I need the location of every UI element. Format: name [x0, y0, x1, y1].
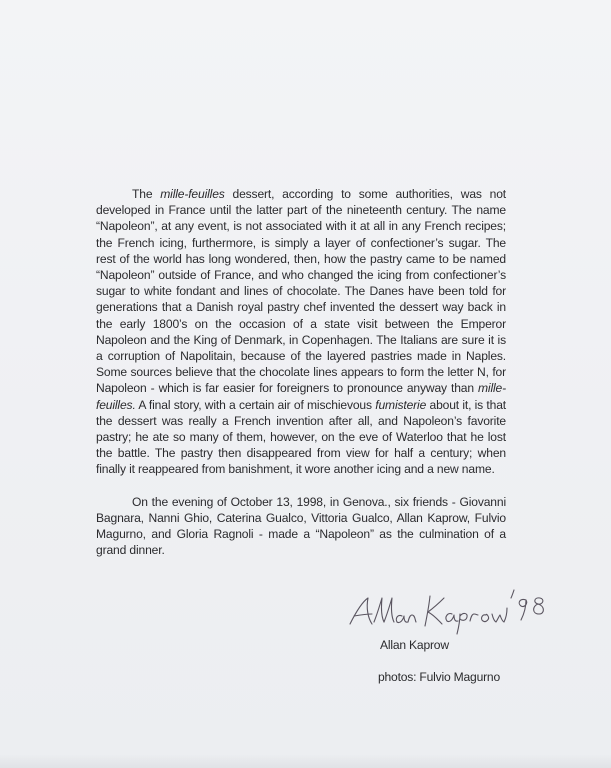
body-text [96, 186, 506, 558]
italic-term: fumisterie [375, 397, 427, 412]
paragraph-history [96, 186, 506, 478]
signature-drawing [344, 584, 564, 636]
text-run: The [132, 187, 161, 201]
text-run: dessert, according to some authorities, was not developed in France until the latter part of the nineteenth century. The name “Napoleon”, at any event, is not associated with it at all in any French recipes; the French icing, furthermore, is simply a layer of confectioner’s sugar. The rest of the world has long wondered, then, how the pastry came to be named “Napoleon” outside of France, and who changed the icing from confectioner’s sugar to white fondant and lines of chocolate. The Danes have been told for generations that a Danish royal pastry chef invented the dessert way back in the early 1800’s on the occasion of a state visit between the Emperor Napoleon and the King of Denmark, in Copenhagen. The Italians are sure it is a corruption of Napolitain, because of the layered pastries made in Naples. Some sources believe that the chocolate lines appears to form the letter N, for Napoleon - which is far easier for foreigners to pronounce anyway than [96, 187, 506, 396]
italic-term: mille-feuilles. [96, 381, 506, 412]
handwritten-signature [344, 584, 564, 636]
italic-term: mille-feuilles [160, 187, 225, 201]
paragraph-event: On the evening of October 13, 1998, in Genova., six friends - Giovanni Bagnara, Nanni Ghio, Caterina Gualco, Vittoria Gualco, Allan Kaprow, Fulvio Magurno, and Gloria Ragnoli - made a “Napoleon” as the culmination of a grand dinner. [96, 494, 506, 558]
text-run: A final story, with a certain air of mischievous [135, 397, 376, 412]
photo-credit: photos: Fulvio Magurno [378, 670, 500, 684]
paper-edge-shadow [0, 754, 611, 768]
signature-name: Allan Kaprow [380, 638, 449, 652]
text-run: about it, is that the dessert was really a French invention after all, and Napoleon’s favorite pastry; he ate so many of them, however, on the eve of Waterloo that he lost the battle. The pastry then disappeared from view for half a century; when finally it reappeared from banishment, it wore another icing and a new name. [96, 397, 506, 477]
